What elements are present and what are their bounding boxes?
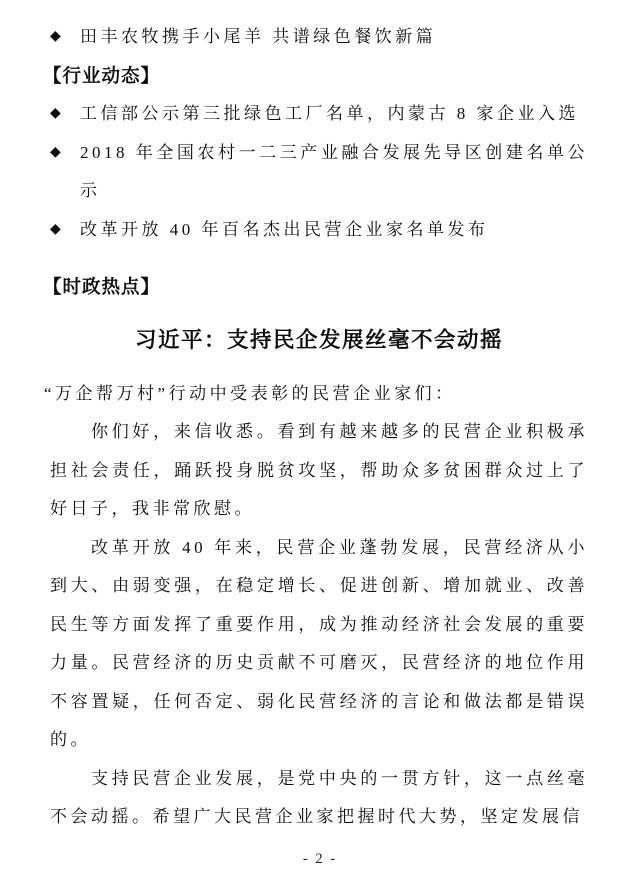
page-number: - 2 -	[302, 851, 338, 867]
news-item-text: 田丰农牧携手小尾羊 共谱绿色餐饮新篇	[80, 27, 437, 46]
page-content	[43, 18, 588, 837]
section-heading-politics: 【时政热点】	[43, 276, 161, 297]
section-heading-industry: 【行业动态】	[43, 64, 161, 86]
news-item	[50, 95, 588, 134]
diamond-bullet-icon: ◆	[50, 221, 61, 237]
news-item-text: 2018 年全国农村一二三产业融合发展先导区创建名单公示	[80, 142, 588, 200]
letter-paragraph: 改革开放 40 年来，民营企业蓬勃发展，民营经济从小到大、由弱变强，在稳定增长、促进创新、增加就业、改善民生等方面发挥了重要作用，成为推动经济社会发展的重要力量。民营经济的历史贡献不可磨灭，民营经济的地位作用不容置疑，任何否定、弱化民营经济的言论和做法都是错误的。	[50, 537, 588, 749]
letter-paragraph: 支持民营企业发展，是党中央的一贯方针，这一点丝毫不会动摇。希望广大民营企业家把握时代大势，坚定发展信	[50, 768, 588, 826]
letter-salutation: “万企帮万村”行动中受表彰的民营企业家们：	[44, 383, 456, 403]
news-item-text: 改革开放 40 年百名杰出民营企业家名单发布	[80, 219, 489, 239]
diamond-bullet-icon: ◆	[50, 144, 61, 160]
diamond-bullet-icon: ◆	[50, 29, 61, 44]
news-item	[50, 211, 588, 250]
letter-paragraph: 你们好，来信收悉。看到有越来越多的民营企业积极承担社会责任，踊跃投身脱贫攻坚，帮助众多贫困群众过上了好日子，我非常欣慰。	[50, 422, 588, 518]
news-item-text: 工信部公示第三批绿色工厂名单，内蒙古 8 家企业入选	[80, 104, 579, 123]
news-item	[50, 134, 588, 211]
diamond-bullet-icon: ◆	[50, 106, 61, 121]
news-item	[50, 18, 588, 57]
article-title: 习近平：支持民企发展丝毫不会动摇	[134, 327, 503, 352]
